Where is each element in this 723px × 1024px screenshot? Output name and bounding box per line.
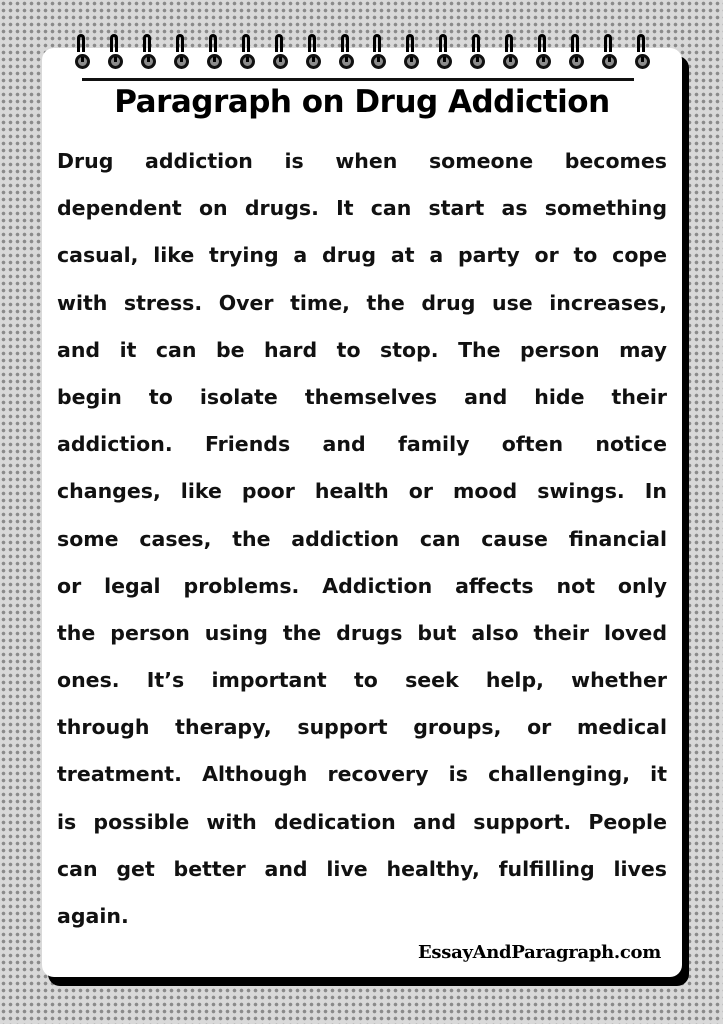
paragraph-line: casual, like trying a drug at a party or to cope [57,243,667,268]
binding-ring-icon [204,34,224,74]
binding-ring-icon [237,34,257,74]
binding-ring-icon [138,34,158,74]
binding-ring-icon [171,34,191,74]
paragraph-line: ones. It’s important to seek help, whether [57,668,667,693]
paragraph-line: treatment. Although recovery is challenging, it [57,762,667,787]
paragraph-line: can get better and live healthy, fulfilling lives [57,856,667,881]
paragraph-line: dependent on drugs. It can start as something [57,196,667,221]
binding-ring-icon [303,34,323,74]
binding-ring-icon [533,34,553,74]
binding-ring-icon [434,34,454,74]
paragraph-line: and it can be hard to stop. The person may [57,337,667,362]
paragraph-line: changes, like poor health or mood swings. In [57,479,667,504]
paragraph-line: some cases, the addiction can cause financial [57,526,667,551]
binding-ring-icon [72,34,92,74]
title-divider [82,78,634,81]
binding-ring-icon [599,34,619,74]
paragraph-line: or legal problems. Addiction affects not only [57,573,667,598]
site-watermark: EssayAndParagraph.com [418,942,661,963]
page-title: Paragraph on Drug Addiction [114,84,610,120]
binding-ring-icon [105,34,125,74]
binding-ring-icon [467,34,487,74]
paragraph-line: Drug addiction is when someone becomes [57,149,667,173]
binding-ring-icon [566,34,586,74]
binding-ring-icon [632,34,652,74]
paragraph-line: again. [57,904,129,928]
spiral-binding [72,34,652,74]
paragraph-line: is possible with dedication and support. People [57,809,667,834]
paragraph-line: begin to isolate themselves and hide their [57,384,667,409]
paragraph-line: through therapy, support groups, or medical [57,715,667,740]
binding-ring-icon [270,34,290,74]
paragraph-body [57,142,667,944]
binding-ring-icon [368,34,388,74]
paragraph-line: with stress. Over time, the drug use increases, [57,290,667,315]
binding-ring-icon [401,34,421,74]
paragraph-line: addiction. Friends and family often notice [57,432,667,457]
binding-ring-icon [500,34,520,74]
binding-ring-icon [336,34,356,74]
paragraph-line: the person using the drugs but also their loved [57,620,667,645]
